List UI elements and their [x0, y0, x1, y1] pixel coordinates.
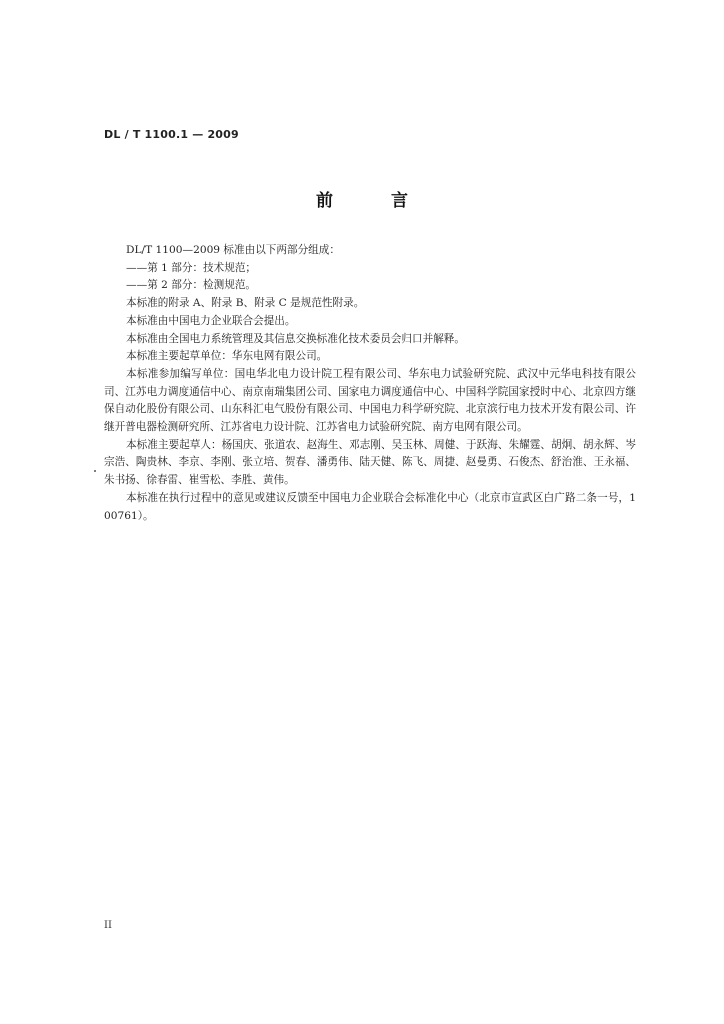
- paragraph-participants: 本标准参加编写单位：国电华北电力设计院工程有限公司、华东电力试验研究院、武汉中元华电科技有限公司、江苏电力调度通信中心、南京南瑞集团公司、国家电力调度通信中心、中国科学院国家授时中心、北京四方继保自动化股份有限公司、山东科汇电气股份有限公司、中国电力科学研究院、北京滨行电力技术开发有限公司、许继开普电器检测研究所、江苏省电力设计院、江苏省电力试验研究院、南方电网有限公司。: [104, 367, 636, 434]
- margin-mark: [94, 470, 96, 472]
- paragraph-committee: 本标准由全国电力系统管理及其信息交换标准化技术委员会归口并解释。: [126, 332, 465, 345]
- paragraph-part-2: ——第 2 部分：检测规范。: [126, 279, 257, 292]
- paragraph-proposer: 本标准由中国电力企业联合会提出。: [126, 314, 296, 327]
- page-title: 前 言: [316, 191, 434, 211]
- foreword-body: [104, 242, 636, 525]
- paragraph-feedback: 本标准在执行过程中的意见或建议反馈至中国电力企业联合会标准化中心（北京市宣武区白广路二条一号，100761）。: [104, 491, 636, 522]
- page-number: II: [104, 920, 112, 931]
- paragraph-composition: DL/T 1100—2009 标准由以下两部分组成：: [126, 244, 340, 256]
- paragraph-main-drafter: 本标准主要起草单位：华东电网有限公司。: [126, 350, 328, 363]
- paragraph-appendix: 本标准的附录 A、附录 B、附录 C 是规范性附录。: [126, 297, 365, 310]
- standard-code-header: DL / T 1100.1 — 2009: [104, 128, 239, 141]
- paragraph-part-1: ——第 1 部分：技术规范；: [126, 261, 257, 274]
- paragraph-drafters: 本标准主要起草人：杨国庆、张道农、赵海生、邓志刚、吴玉林、周健、于跃海、朱耀霆、胡炯、胡永辉、岑宗浩、陶贵林、李京、李刚、张立培、贺春、潘勇伟、陆天健、陈飞、周捷、赵曼勇、石俊杰、舒治淮、王永福、朱书扬、徐春雷、崔雪松、李胜、黄伟。: [104, 438, 636, 487]
